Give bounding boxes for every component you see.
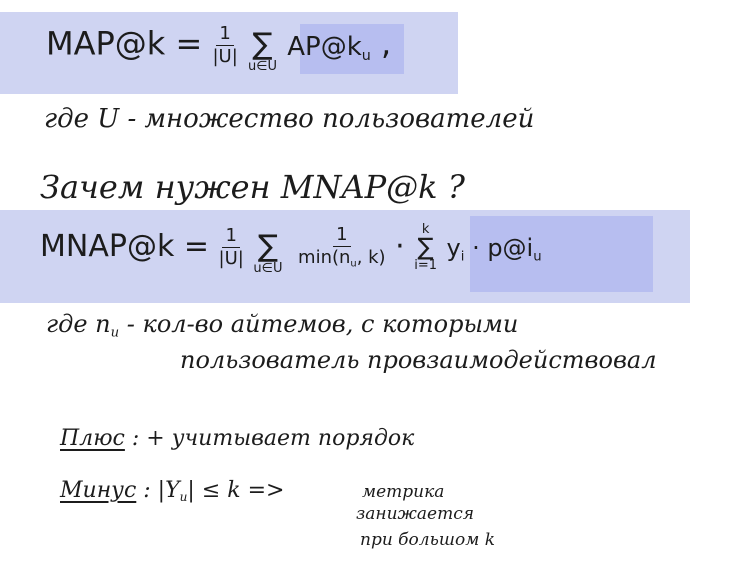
- formula2-fraction-2: [298, 223, 386, 270]
- formula1-term: $AP@k_u$: [287, 31, 371, 64]
- formula2-frac1-num: 1: [222, 227, 239, 248]
- definition-n-u-line2: пользователь провзаимодействовал: [180, 346, 657, 374]
- formula1-lhs: MAP@k: [46, 24, 166, 63]
- formula2-frac2-den: $\min(n_u$, k): [298, 246, 386, 270]
- formula1-fraction: [212, 25, 237, 66]
- formula1-sum: [248, 18, 277, 73]
- pros-label: Плюс: [60, 426, 125, 451]
- formula1-comma: ,: [381, 24, 392, 63]
- formula-mnap-at-k: [40, 220, 542, 275]
- formula2-inner-sum: [414, 223, 437, 272]
- formula1-frac-num: 1: [216, 25, 233, 46]
- formula2-dot: ·: [395, 229, 405, 264]
- formula2-inner-sum-top: k: [421, 222, 430, 237]
- formula2-inner-term: $y_i$ · $p@i_u$: [446, 234, 542, 265]
- cons-note-2: занижается: [356, 504, 474, 524]
- formula1-frac-den: |U|: [212, 46, 238, 67]
- formula1-sum-index: u∈U: [247, 59, 278, 74]
- cons-label: Минус: [60, 478, 137, 503]
- formula2-sum-index: u∈U: [253, 261, 283, 276]
- pros-text: : + учитывает порядок: [131, 426, 415, 451]
- definition-n-u: где $n_u - кол-во$ айтемов, с которыми: [46, 310, 519, 341]
- sum-icon: ∑: [252, 27, 273, 62]
- sum-icon: ∑: [417, 233, 434, 261]
- cons-note-1: метрика: [362, 482, 445, 502]
- pros-line: [60, 426, 414, 451]
- formula2-sum: [253, 220, 282, 275]
- question-line: Зачем нужен MNAP@k ?: [40, 168, 465, 206]
- cons-line: [60, 478, 284, 504]
- formula2-equals: =: [183, 229, 209, 264]
- sum-icon: ∑: [257, 229, 279, 264]
- formula2-inner-sum-bottom: i=1: [414, 258, 437, 273]
- formula-map-at-k: [46, 18, 391, 73]
- cons-text: : $|Y_u| \le k$ =>: [143, 478, 285, 505]
- formula1-equals: =: [175, 24, 203, 63]
- formula2-frac2-num: 1: [333, 226, 350, 247]
- cons-note-3: при большом k: [360, 530, 496, 550]
- formula2-fraction-1: [219, 227, 244, 268]
- formula2-lhs: MNAP@k: [40, 229, 175, 264]
- formula2-frac1-den: |U|: [218, 248, 244, 269]
- definition-users: где U - множество пользователей: [44, 104, 535, 134]
